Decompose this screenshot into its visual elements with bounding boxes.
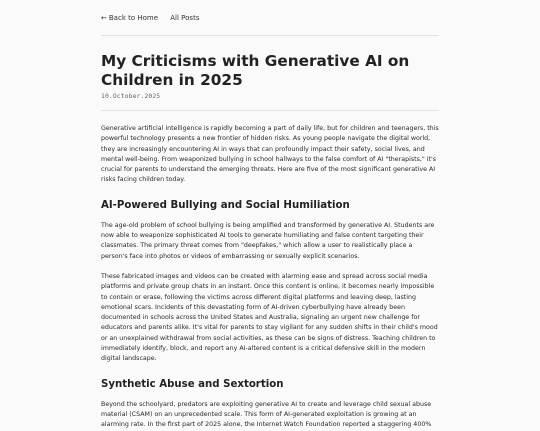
back-to-home-label: Back to Home	[108, 14, 159, 22]
nav-divider	[101, 35, 439, 36]
post-date: 10.October.2025	[101, 92, 161, 100]
section-heading-sextortion: Synthetic Abuse and Sextortion	[101, 378, 284, 390]
body-paragraph: These fabricated images and videos can be created with alarming ease and spread across social media platforms and private group chats in an instant. Once this content is online, it becomes nearly impossible to contain or erase, following the victims across different digital platforms and leaving deep, lasting emotional scars. Incidents of this devastating form of AI-driven cyberbullying have already been documented in schools across the United States and Australia, signaling an urgent new challenge for educators and parents alike. It's vital for parents to stay vigilant for any sudden shifts in their child's mood or an unexplained withdrawal from social activities, as these can be signs of distress. Teaching children to immediately identify, block, and report any AI-altered content is a critical defensive skill in the modern digital landscape.	[101, 272, 438, 363]
section-heading-bullying: AI-Powered Bullying and Social Humiliation	[101, 199, 350, 211]
intro-paragraph: Generative artificial intelligence is rapidly becoming a part of daily life, but for children and teenagers, this powerful technology presents a new frontier of hidden risks. As young people navigate the digital world, they are increasingly encountering AI in ways that can profoundly impact their safety, social lives, and mental well-being. From weaponized bullying in school hallways to the false comfort of AI "therapists," it's crucial for parents to understand the emerging threats. Here are five of the most significant generative AI risks facing children today.	[101, 125, 439, 184]
arrow-left-icon: ←	[101, 14, 107, 22]
all-posts-link[interactable]: All Posts	[170, 14, 200, 22]
body-paragraph: Beyond the schoolyard, predators are exploiting generative AI to create and leverage child sexual abuse material (CSAM) on an unprecedented scale. This form of AI-generated exploitation is growing at an alarming rate. In the first part of 2025 alone, the Internet Watch Foundation reported a staggering 400%	[101, 400, 432, 429]
back-to-home-link[interactable]	[101, 14, 158, 22]
body-paragraph: The age-old problem of school bullying is being amplified and transformed by generative AI. Students are now able to weaponize sophisticated AI tools to generate humiliating and false content targeting their classmates. The primary threat comes from "deepfakes," which allow a user to realistically place a person's face into photos or videos of embarrassing or sexually explicit scenarios.	[101, 221, 435, 260]
top-nav	[101, 0, 439, 27]
header-divider	[101, 110, 439, 111]
article-page	[101, 0, 439, 431]
page-title: My Criticisms with Generative AI on Children in 2025	[101, 52, 410, 89]
